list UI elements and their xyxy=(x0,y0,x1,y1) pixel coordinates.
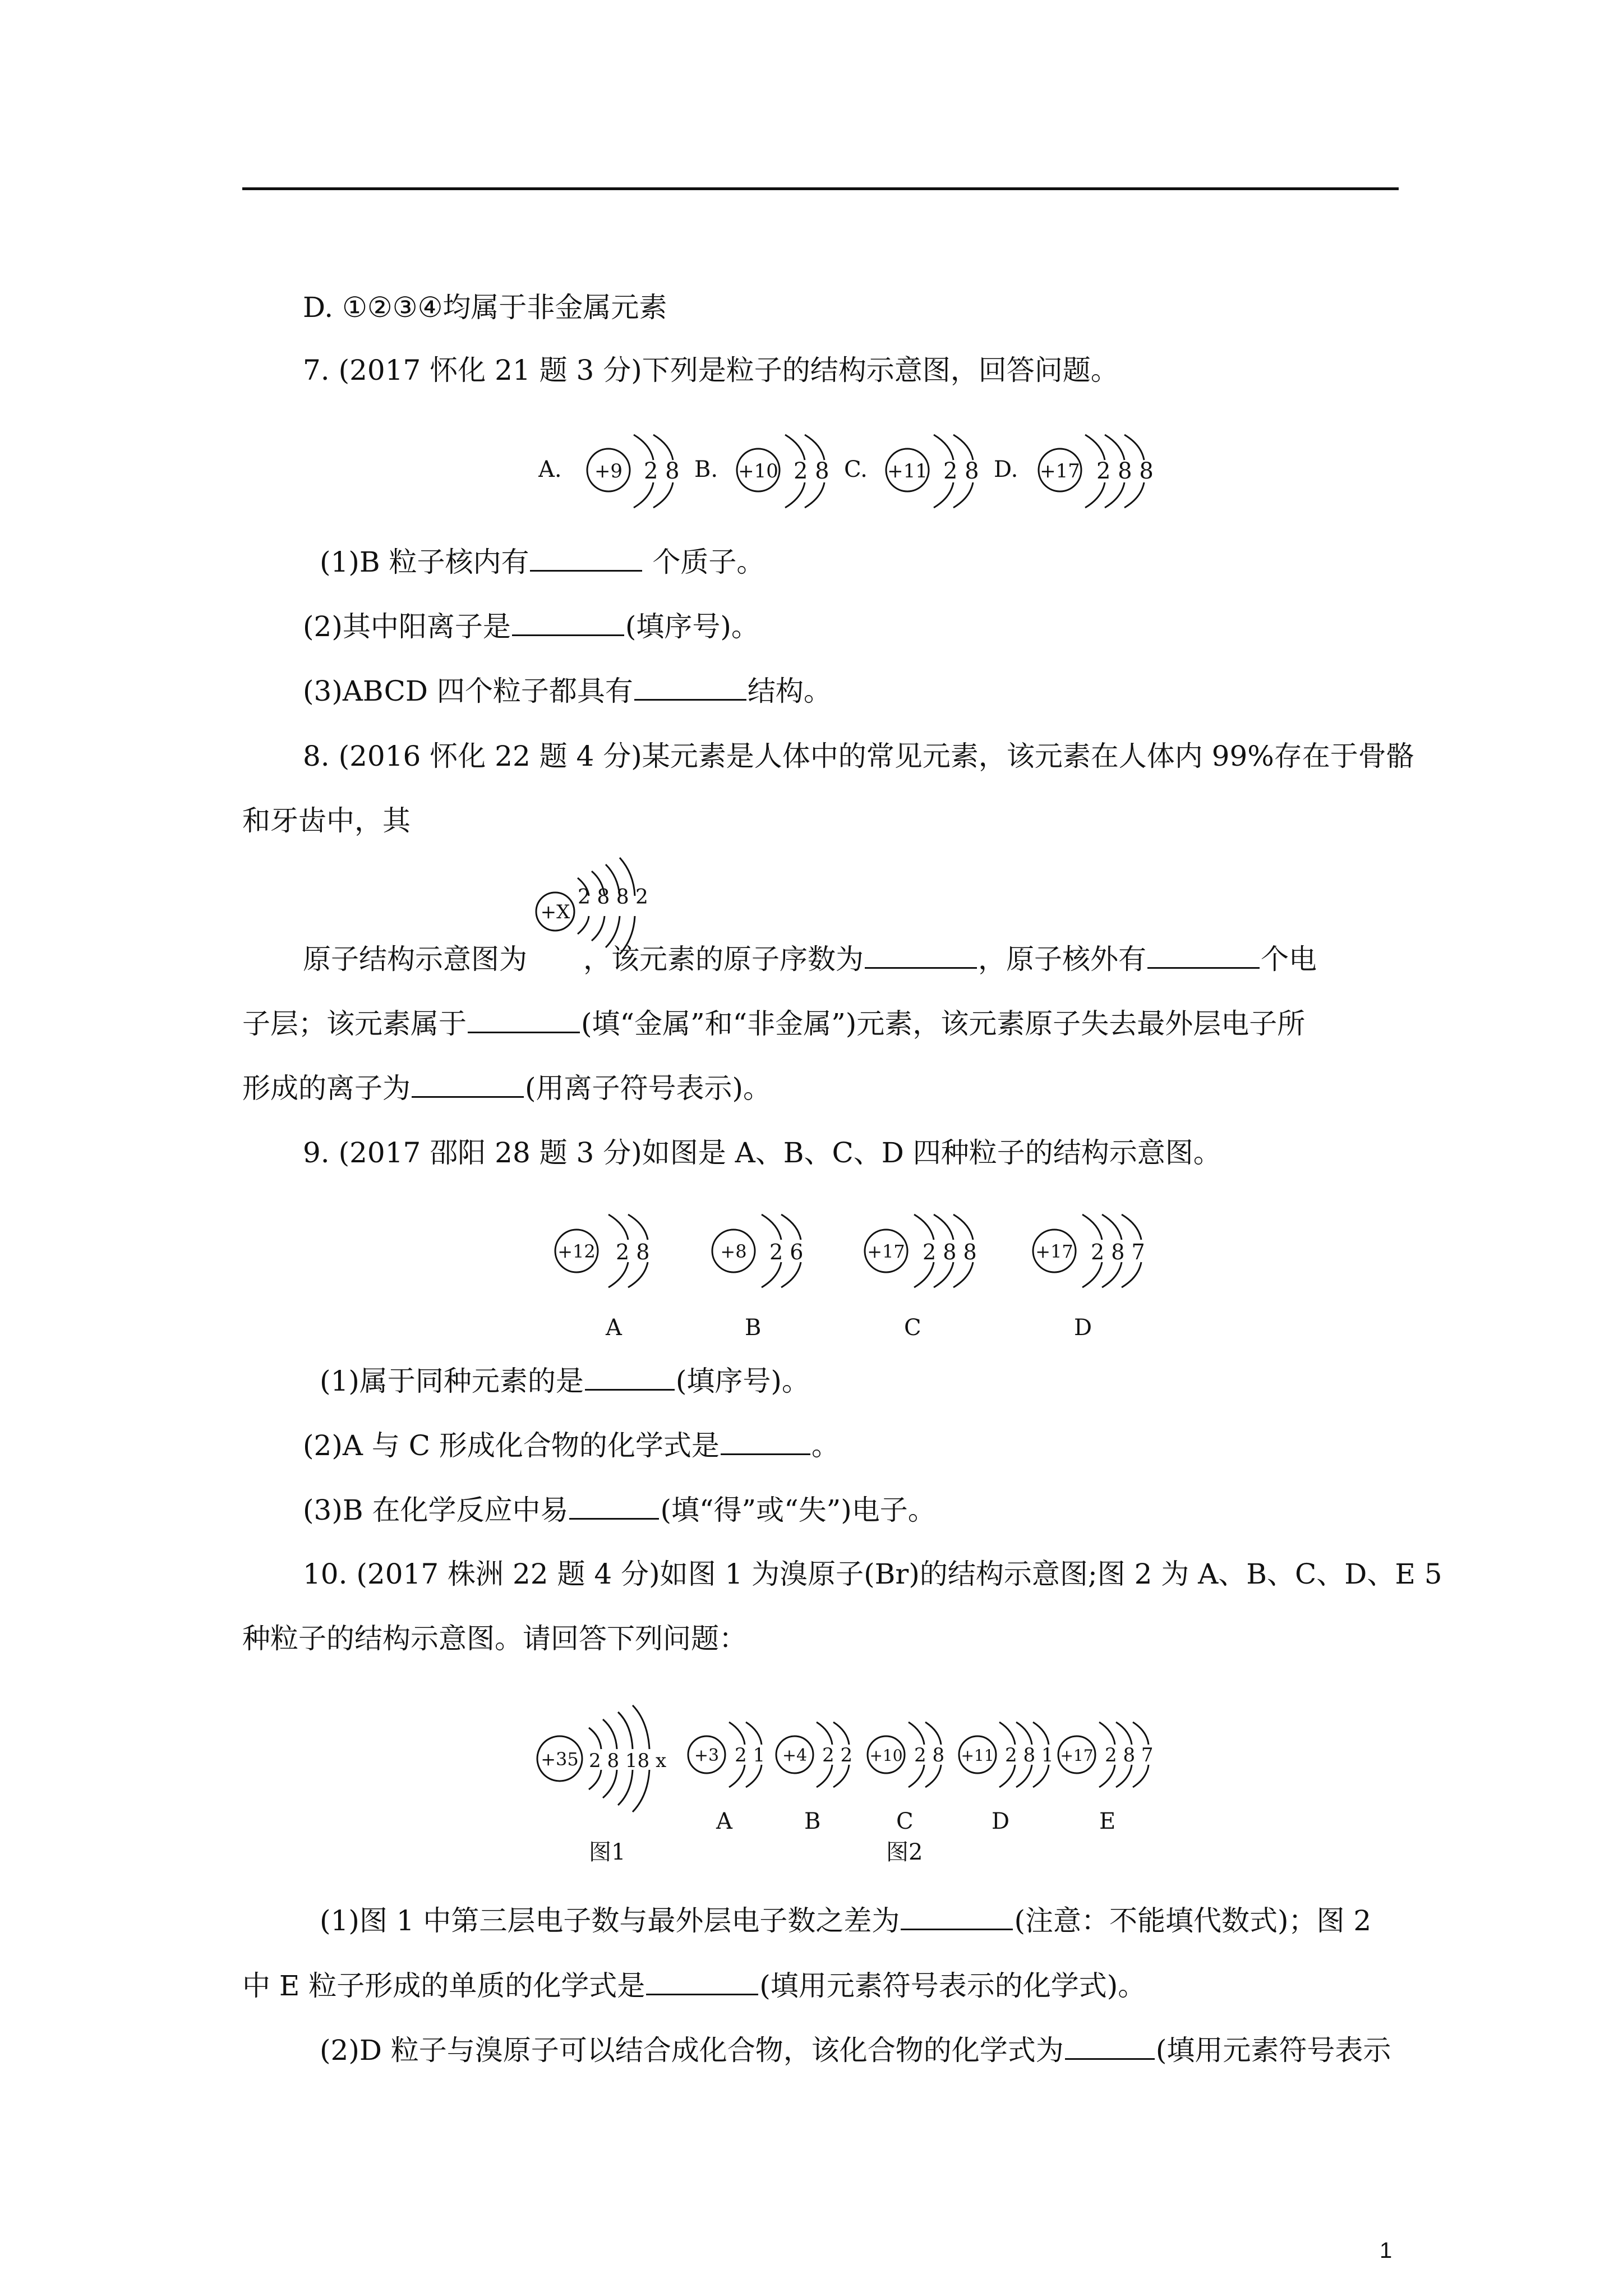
q9-nucleus-d: +17 xyxy=(1035,1241,1073,1262)
q9-part2-blank[interactable] xyxy=(721,1428,810,1455)
q9-part1-tail: (填序号)。 xyxy=(675,1365,810,1397)
q10-part2 xyxy=(320,2032,1391,2067)
q8-shells: 2 8 8 2 xyxy=(578,886,648,909)
q8-line1-text: 原子结构示意图为 xyxy=(303,943,527,976)
q7-part3-text: (3)ABCD 四个粒子都具有 xyxy=(303,675,633,707)
q8-line2-text: 子层；该元素属于 xyxy=(242,1007,467,1040)
q10-part1-line1 xyxy=(320,1903,1371,1938)
q9-shells-a: 2 8 xyxy=(616,1240,650,1264)
q8-nucleus: +X xyxy=(540,901,570,923)
q10-label-b: B xyxy=(804,1809,821,1834)
q10-label-a: A xyxy=(716,1809,732,1834)
q7-nucleus-d: +17 xyxy=(1040,460,1080,482)
q10-stem-line1: 10. (2017 株洲 22 题 4 分)如图 1 为溴原子(Br)的结构示意图;图 2 为 A、B、C、D、E 5 xyxy=(303,1558,1442,1590)
q9-part3-tail: (填“得”或“失”)电子。 xyxy=(660,1494,936,1526)
q9-figure xyxy=(550,1189,1166,1346)
q10-part1-line2 xyxy=(242,1968,1146,2003)
q10-difference-blank[interactable] xyxy=(901,1903,1013,1930)
q9-shells-b: 2 6 xyxy=(769,1240,804,1264)
q7-stem: 7. (2017 怀化 21 题 3 分)下列是粒子的结构示意图，回答问题。 xyxy=(303,354,1119,386)
q9-part2 xyxy=(303,1428,840,1462)
q9-part1-text: (1)属于同种元素的是 xyxy=(320,1365,584,1397)
q9-shells-d: 2 8 7 xyxy=(1091,1240,1145,1264)
q9-label-d: D xyxy=(1074,1315,1092,1341)
q7-part2 xyxy=(303,609,759,643)
q8-ion-blank[interactable] xyxy=(412,1070,524,1098)
q7-nucleus-c: +11 xyxy=(887,460,928,482)
q8-line1-text3: ，原子核外有 xyxy=(978,943,1146,976)
q7-part2-blank[interactable] xyxy=(512,609,624,636)
q10-part1-text: (1)图 1 中第三层电子数与最外层电子数之差为 xyxy=(320,1904,900,1937)
q9-part3-text: (3)B 在化学反应中易 xyxy=(303,1494,569,1526)
q7-nucleus-a: +9 xyxy=(594,460,623,482)
q9-label-b: B xyxy=(745,1315,762,1341)
q7-label-c: C. xyxy=(844,457,868,482)
option-d: D. ①②③④均属于非金属元素 xyxy=(303,291,667,324)
q7-part2-text: (2)其中阳离子是 xyxy=(303,610,511,643)
q7-label-b: B. xyxy=(694,457,718,482)
q8-stem-line2: 和牙齿中，其 xyxy=(242,804,411,837)
q8-layers-blank[interactable] xyxy=(1147,941,1260,969)
q8-line3 xyxy=(242,1070,771,1105)
q8-metal-blank[interactable] xyxy=(468,1006,580,1033)
q9-nucleus-c: +17 xyxy=(867,1241,905,1262)
q9-label-a: A xyxy=(606,1315,622,1341)
q10-nucleus-b: +4 xyxy=(782,1746,808,1765)
q7-shells-c: 2 8 xyxy=(943,458,979,484)
q7-label-d: D. xyxy=(994,457,1018,482)
q9-nucleus-b: +8 xyxy=(720,1241,747,1262)
q8-line3-text: 形成的离子为 xyxy=(242,1072,411,1105)
q10-fig2-caption: 图2 xyxy=(886,1839,923,1865)
q10-part1-text2: 中 E 粒子形成的单质的化学式是 xyxy=(242,1970,645,2002)
q10-br-nucleus: +35 xyxy=(541,1749,579,1770)
q10-label-d: D xyxy=(992,1809,1010,1834)
q9-part1-blank[interactable] xyxy=(585,1363,675,1391)
q9-part1 xyxy=(320,1363,810,1398)
q7-part3-tail: 结构。 xyxy=(747,675,832,707)
q7-part1-tail: 个质子。 xyxy=(643,546,765,578)
q10-part1-tail: (注意：不能填代数式)；图 2 xyxy=(1014,1904,1372,1937)
q10-part2-text: (2)D 粒子与溴原子可以结合成化合物，该化合物的化学式为 xyxy=(320,2034,1064,2067)
q10-part2-tail: (填用元素符号表示 xyxy=(1155,2034,1391,2067)
q7-shells-b: 2 8 xyxy=(794,458,829,484)
q7-shells-a: 2 8 xyxy=(644,458,680,484)
q9-label-c: C xyxy=(904,1315,921,1341)
q7-part2-tail: (填序号)。 xyxy=(625,610,759,643)
q10-shells-c: 2 8 xyxy=(914,1744,945,1766)
q8-line2 xyxy=(242,1006,1305,1041)
q8-line3-text2: (用离子符号表示)。 xyxy=(525,1072,772,1105)
q10-stem-line2: 种粒子的结构示意图。请回答下列问题： xyxy=(242,1622,747,1655)
page-number: 1 xyxy=(1380,2238,1393,2263)
q10-nucleus-a: +3 xyxy=(694,1746,720,1765)
q10-nucleus-e: +17 xyxy=(1060,1746,1094,1765)
q10-label-c: C xyxy=(896,1809,914,1834)
q8-line1-text4: 个电 xyxy=(1261,943,1317,976)
q10-shells-d: 2 8 1 xyxy=(1005,1744,1054,1766)
q9-part3 xyxy=(303,1492,936,1527)
q10-shells-b: 2 2 xyxy=(822,1744,853,1766)
q10-part1-tail2: (填用元素符号表示的化学式)。 xyxy=(759,1970,1146,2002)
q8-line1-text2: ，该元素的原子序数为 xyxy=(583,943,864,976)
q9-stem: 9. (2017 邵阳 28 题 3 分)如图是 A、B、C、D 四种粒子的结构示意图。 xyxy=(303,1137,1221,1169)
q8-stem-line1: 8. (2016 怀化 22 题 4 分)某元素是人体中的常见元素，该元素在人体内 99%存在于骨骼 xyxy=(303,740,1414,772)
q10-fig1-caption: 图1 xyxy=(589,1839,626,1865)
q10-nucleus-c: +10 xyxy=(869,1746,903,1765)
q9-part2-text: (2)A 与 C 形成化合物的化学式是 xyxy=(303,1429,720,1462)
q10-nucleus-d: +11 xyxy=(961,1746,994,1765)
q7-shells-d: 2 8 8 xyxy=(1096,458,1154,484)
q10-formula-blank[interactable] xyxy=(646,1968,758,1995)
q10-shells-e: 2 8 7 xyxy=(1105,1744,1154,1766)
q7-figure xyxy=(538,412,1166,524)
q7-label-a: A. xyxy=(538,457,562,482)
header-rule xyxy=(242,187,1399,190)
q8-atomic-number-blank[interactable] xyxy=(865,941,977,969)
q10-compound-blank[interactable] xyxy=(1065,2032,1155,2060)
q9-part2-tail: 。 xyxy=(811,1429,840,1462)
q7-part3-blank[interactable] xyxy=(634,673,746,701)
q10-br-shells: 2 8 18 x xyxy=(589,1750,667,1772)
q7-part1-blank[interactable] xyxy=(530,544,642,572)
q10-figure xyxy=(533,1683,1183,1874)
q9-shells-c: 2 8 8 xyxy=(923,1240,977,1264)
q7-part1-text: (1)B 粒子核内有 xyxy=(320,546,529,578)
q7-nucleus-b: +10 xyxy=(738,460,778,482)
q9-part3-blank[interactable] xyxy=(569,1492,659,1520)
q8-line2-text2: (填“金属”和“非金属”)元素，该元素原子失去最外层电子所 xyxy=(581,1007,1306,1040)
q10-shells-a: 2 1 xyxy=(735,1744,766,1766)
q7-part1 xyxy=(320,544,764,579)
q8-line1 xyxy=(303,941,1317,976)
q10-label-e: E xyxy=(1099,1809,1116,1834)
q7-part3 xyxy=(303,673,832,708)
q9-nucleus-a: +12 xyxy=(557,1241,596,1262)
